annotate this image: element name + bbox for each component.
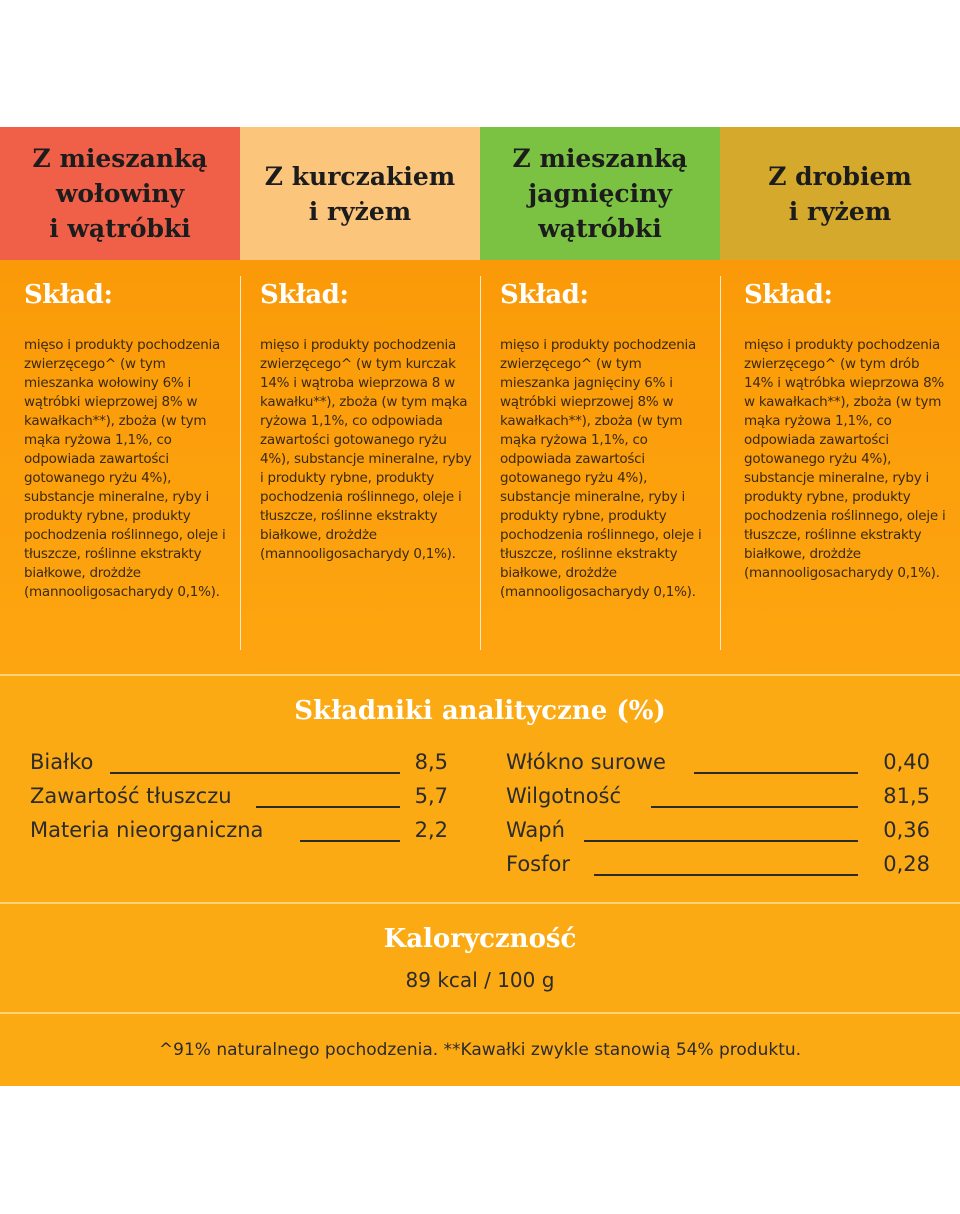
calories-title: Kaloryczność bbox=[383, 924, 577, 954]
nutrient-value: 0,28 bbox=[883, 852, 930, 876]
variant-title: Z drobiem i ryżem bbox=[768, 161, 912, 226]
column-divider bbox=[480, 276, 481, 650]
nutrient-row-calcium bbox=[506, 818, 930, 848]
variant-headers bbox=[0, 127, 960, 260]
nutrient-row-phosphorus bbox=[506, 852, 930, 882]
analytical-section bbox=[0, 674, 960, 902]
nutrient-row-ash bbox=[30, 818, 448, 848]
composition-column bbox=[500, 276, 712, 650]
nutrient-row-fibre bbox=[506, 750, 930, 780]
column-divider bbox=[240, 276, 241, 650]
nutrient-label: Białko bbox=[30, 750, 94, 774]
composition-column bbox=[744, 276, 949, 650]
nutrient-label: Wapń bbox=[506, 818, 565, 842]
variant-title: Z mieszanką wołowiny i wątróbki bbox=[32, 144, 208, 243]
variant-title: Z kurczakiem i ryżem bbox=[264, 161, 456, 226]
leader-line bbox=[256, 806, 400, 808]
nutrient-row-moisture bbox=[506, 784, 930, 814]
leader-line bbox=[300, 840, 400, 842]
calories-section bbox=[0, 902, 960, 1014]
nutrient-value: 81,5 bbox=[883, 784, 930, 808]
composition-column bbox=[24, 276, 234, 650]
footnote-section bbox=[0, 1014, 960, 1086]
leader-line bbox=[584, 840, 858, 842]
composition-text: mięso i produkty pochodzenia zwierzęcego^ (w tym mieszanka jagnięciny 6% i wątróbki wieprzowej 8% w kawałkach**), zboża (w tym mąka ryżowa 1,1%, co odpowiada zawartości gotowanego ryżu 4%), substancje mineralne, ryby i produkty rybne, produkty pochodzenia roślinnego, oleje i tłuszcze, roślinne ekstrakty białkowe, drożdże (mannooligosacharydy 0,1%). bbox=[500, 337, 702, 600]
composition-text: mięso i produkty pochodzenia zwierzęcego^ (w tym drób 14% i wątróbka wieprzowa 8% w kawałkach**), zboża (w tym mąka ryżowa 1,1%, co odpowiada zawartości gotowanego ryżu 4%), substancje mineralne, ryby i produkty rybne, produkty pochodzenia roślinnego, oleje i tłuszcze, roślinne ekstrakty białkowe, drożdże (mannooligosacharydy 0,1%). bbox=[744, 337, 946, 581]
composition-text: mięso i produkty pochodzenia zwierzęcego^ (w tym mieszanka wołowiny 6% i wątróbki wieprzowej 8% w kawałkach**), zboża (w tym mąka ryżowa 1,1%, co odpowiada zawartości gotowanego ryżu 4%), substancje mineralne, ryby i produkty rybne, produkty pochodzenia roślinnego, oleje i tłuszcze, roślinne ekstrakty białkowe, drożdże (mannooligosacharydy 0,1%). bbox=[24, 337, 226, 600]
calories-value: 89 kcal / 100 g bbox=[405, 968, 555, 992]
nutrient-label: Materia nieorganiczna bbox=[30, 818, 264, 842]
nutrient-label: Zawartość tłuszczu bbox=[30, 784, 232, 808]
nutrient-label: Wilgotność bbox=[506, 784, 622, 808]
nutrient-value: 8,5 bbox=[414, 750, 448, 774]
composition-section bbox=[0, 260, 960, 674]
column-divider bbox=[720, 276, 721, 650]
nutrient-label: Włókno surowe bbox=[506, 750, 666, 774]
nutrient-value: 2,2 bbox=[414, 818, 448, 842]
leader-line bbox=[651, 806, 858, 808]
variant-header-lamb-liver bbox=[480, 127, 720, 260]
variant-title: Z mieszanką jagnięciny wątróbki bbox=[512, 144, 688, 243]
nutrient-value: 5,7 bbox=[414, 784, 448, 808]
leader-line bbox=[594, 874, 858, 876]
composition-heading: Skład: bbox=[744, 280, 833, 310]
composition-heading: Skład: bbox=[260, 280, 349, 310]
nutrient-value: 0,40 bbox=[883, 750, 930, 774]
nutrient-label: Fosfor bbox=[506, 852, 570, 876]
variant-header-chicken-rice bbox=[240, 127, 480, 260]
nutrient-value: 0,36 bbox=[883, 818, 930, 842]
composition-heading: Skład: bbox=[500, 280, 589, 310]
footnote-text: ^91% naturalnego pochodzenia. **Kawałki zwykle stanowią 54% produktu. bbox=[158, 1040, 802, 1060]
variant-header-poultry-rice bbox=[720, 127, 960, 260]
nutrient-row-fat bbox=[30, 784, 448, 814]
leader-line bbox=[110, 772, 400, 774]
leader-line bbox=[694, 772, 858, 774]
composition-heading: Skład: bbox=[24, 280, 113, 310]
composition-column bbox=[260, 276, 472, 650]
variant-header-beef-liver bbox=[0, 127, 240, 260]
composition-text: mięso i produkty pochodzenia zwierzęcego^ (w tym kurczak 14% i wątroba wieprzowa 8 w kawałku**), zboża (w tym mąka ryżowa 1,1%, co odpowiada zawartości gotowanego ryżu 4%), substancje mineralne, ryby i produkty rybne, produkty pochodzenia roślinnego, oleje i tłuszcze, roślinne ekstrakty białkowe, drożdże (mannooligosacharydy 0,1%). bbox=[260, 337, 472, 562]
analytical-title: Składniki analityczne (%) bbox=[294, 696, 666, 726]
nutrient-row-protein bbox=[30, 750, 448, 780]
